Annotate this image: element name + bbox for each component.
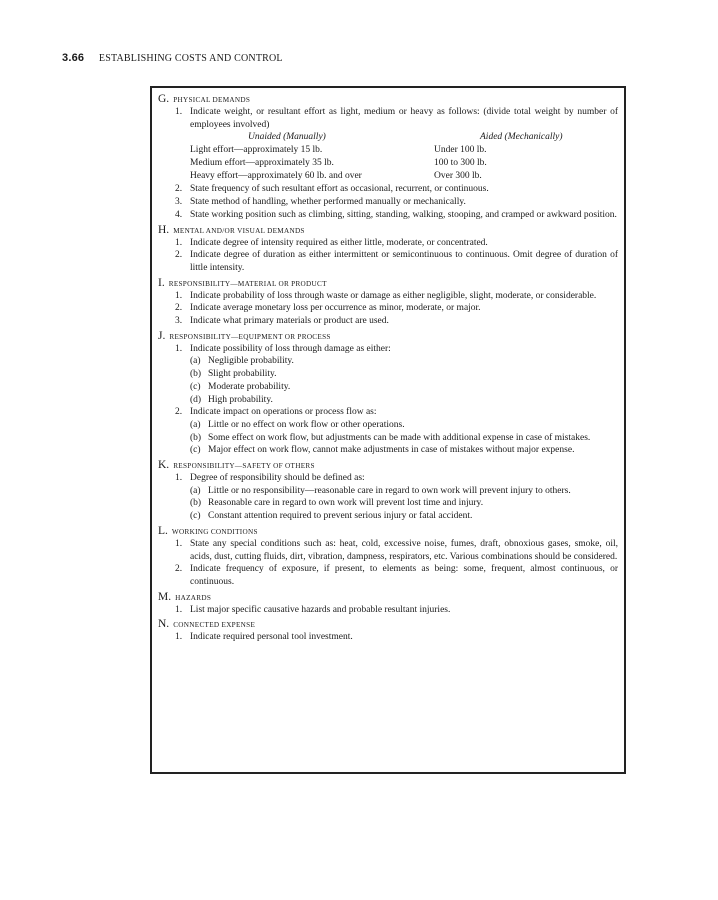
section-title	[158, 525, 618, 538]
list-item: 1. Indicate probability of loss through waste or damage as either negligible, slight, moderate, or considerable.	[175, 290, 597, 301]
section-l	[158, 525, 618, 589]
section-letter: G.	[158, 93, 170, 105]
section-heading: MENTAL AND/OR VISUAL DEMANDS	[173, 226, 305, 235]
sub-item: (b) Reasonable care in regard to own work will prevent lost time and injury.	[190, 498, 484, 509]
section-letter: N.	[158, 618, 170, 631]
list-item: 4. State working position such as climbing, sitting, standing, walking, stooping, and cramped or awkward position.	[175, 209, 617, 220]
effort-row-left: Light effort—approximately 15 lb.	[190, 145, 323, 156]
section-heading: PHYSICAL DEMANDS	[173, 96, 251, 104]
section-title	[158, 93, 618, 106]
sub-item: (c) Moderate probability.	[190, 381, 291, 392]
section-i	[158, 277, 618, 328]
list-item: 3. Indicate what primary materials or product are used.	[175, 316, 389, 327]
sub-item: (d) High probability.	[190, 394, 273, 405]
section-letter: M.	[158, 590, 172, 603]
section-title	[158, 277, 618, 290]
section-letter: L.	[158, 524, 168, 537]
list-item: 2. State frequency of such resultant effort as occasional, recurrent, or continuous.	[175, 184, 489, 195]
sub-item: (b) Some effect on work flow, but adjustments can be made with additional expense in case of mistakes.	[190, 432, 591, 443]
list-item: 2. Indicate degree of duration as either intermittent or semicontinuous to continuous. Omit degree of duration of little intensity.	[175, 250, 618, 273]
unaided-header: Unaided (Manually)	[248, 132, 326, 143]
sub-item: (b) Slight probability.	[190, 369, 277, 380]
sub-item: (c) Major effect on work flow, cannot make adjustments in case of mistakes without major expense.	[190, 445, 575, 456]
running-title: ESTABLISHING COSTS AND CONTROL	[98, 53, 283, 64]
section-j	[158, 330, 618, 457]
section-title	[158, 618, 618, 631]
section-title	[158, 224, 618, 237]
section-letter: H.	[158, 223, 170, 236]
job-factors-box	[150, 86, 626, 774]
section-letter: K.	[158, 459, 170, 472]
list-item: 1. Indicate required personal tool investment.	[175, 632, 353, 643]
list-item: 2. Indicate impact on operations or process flow as:	[175, 407, 377, 418]
section-n	[158, 618, 618, 644]
list-item: 2. Indicate average monetary loss per occurrence as minor, moderate, or major.	[175, 303, 481, 314]
section-heading: HAZARDS	[175, 593, 212, 602]
list-item: 3. State method of handling, whether performed manually or mechanically.	[175, 197, 466, 208]
section-h	[158, 224, 618, 275]
list-item: 1. State any special conditions such as: heat, cold, excessive noise, fumes, draft, obnoxious gases, smoke, oil, acids, dust, cutting fluids, dirt, vibration, dampness, respirators, etc. Various combinations should be considered.	[175, 538, 618, 562]
section-title	[158, 330, 618, 343]
section-title	[158, 591, 618, 604]
sub-item: (c) Constant attention required to prevent serious injury or fatal accident.	[190, 511, 473, 522]
effort-row-right: Under 100 lb.	[434, 145, 487, 156]
sub-item: (a) Little or no responsibility—reasonable care in regard to own work will prevent injury to others.	[190, 485, 571, 496]
section-title	[158, 459, 618, 472]
effort-row-left: Heavy effort—approximately 60 lb. and over	[190, 171, 362, 182]
section-heading: RESPONSIBILITY—MATERIAL OR PRODUCT	[168, 279, 327, 288]
list-item: 1. Indicate degree of intensity required as either little, moderate, or concentrated.	[175, 237, 488, 248]
sub-item: (a) Little or no effect on work flow or other operations.	[190, 419, 405, 430]
section-g	[158, 93, 618, 222]
list-item: 1. List major specific causative hazards and probable resultant injuries.	[175, 604, 451, 615]
list-item: 1. Indicate weight, or resultant effort as light, medium or heavy as follows: (divide total weight by number of employees involved)	[175, 107, 618, 130]
effort-row-left: Medium effort—approximately 35 lb.	[190, 158, 334, 169]
page-number: 3.66	[62, 52, 85, 64]
sub-item: (a) Negligible probability.	[190, 356, 294, 367]
list-item: 2. Indicate frequency of exposure, if present, to elements as being: some, frequent, almost continuous, or continuous.	[175, 564, 618, 587]
aided-header: Aided (Mechanically)	[480, 132, 563, 143]
list-item: 1. Indicate possibility of loss through damage as either:	[175, 343, 391, 354]
running-head	[62, 52, 283, 64]
effort-row-right: 100 to 300 lb.	[434, 158, 487, 169]
effort-table	[158, 131, 618, 183]
section-heading: WORKING CONDITIONS	[171, 527, 258, 536]
effort-row-right: Over 300 lb.	[434, 171, 482, 182]
section-k	[158, 459, 618, 523]
section-m	[158, 591, 618, 617]
list-item: 1. Degree of responsibility should be defined as:	[175, 473, 365, 484]
section-heading: RESPONSIBILITY—SAFETY OF OTHERS	[173, 462, 315, 471]
section-letter: I.	[158, 276, 165, 289]
section-heading: RESPONSIBILITY—EQUIPMENT OR PROCESS	[169, 332, 331, 341]
section-heading: CONNECTED EXPENSE	[173, 621, 256, 630]
section-letter: J.	[158, 329, 166, 342]
